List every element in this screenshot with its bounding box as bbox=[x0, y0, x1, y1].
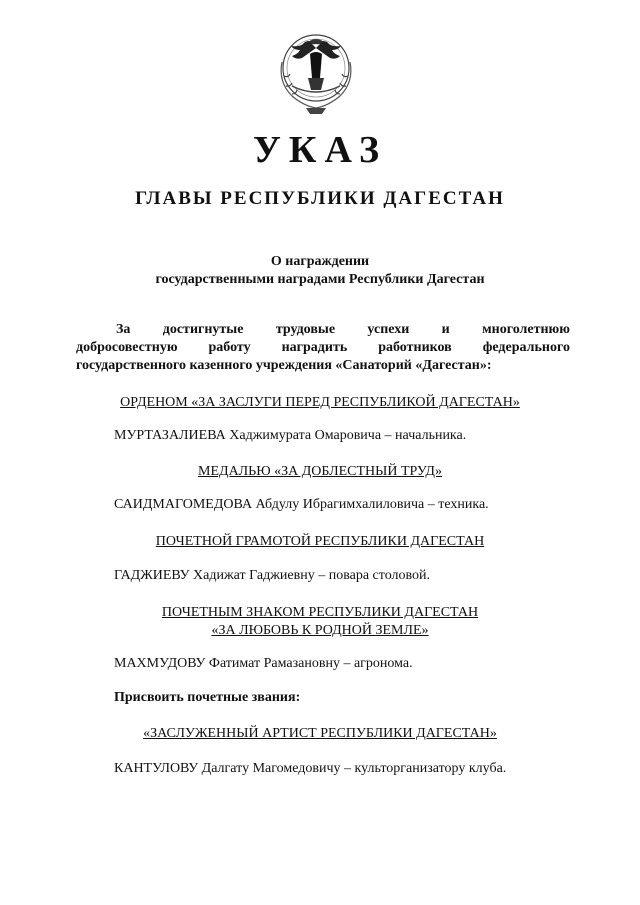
word: За bbox=[116, 322, 131, 337]
awardee: МУРТАЗАЛИЕВА Хаджимурата Омаровича – начальника. bbox=[114, 428, 467, 443]
subject-line: О награждении bbox=[270, 254, 370, 269]
award-title-certificate bbox=[0, 533, 640, 551]
award-line: ПОЧЕТНОЙ ГРАМОТОЙ РЕСПУБЛИКИ ДАГЕСТАН bbox=[155, 534, 485, 549]
award-line: «ЗА ЛЮБОВЬ К РОДНОЙ ЗЕМЛЕ» bbox=[211, 623, 429, 638]
intro-line bbox=[76, 321, 570, 339]
awardee: ГАДЖИЕВУ Хадижат Гаджиевну – повара столовой. bbox=[114, 568, 430, 583]
awardee: САИДМАГОМЕДОВА Абдулу Ибрагимхалиловича – техника. bbox=[114, 497, 489, 512]
awardee: КАНТУЛОВУ Далгату Магомедовичу – культорганизатору клуба. bbox=[114, 761, 507, 776]
intro-paragraph bbox=[76, 321, 570, 375]
award-title-order bbox=[0, 394, 640, 412]
word: работу bbox=[208, 340, 251, 355]
word: добросовестную bbox=[76, 340, 178, 355]
decree-subtitle: ГЛАВЫ РЕСПУБЛИКИ ДАГЕСТАН bbox=[135, 188, 505, 209]
intro-line: государственного казенного учреждения «Санаторий «Дагестан»: bbox=[76, 358, 492, 373]
word: успехи bbox=[367, 322, 410, 337]
dagestan-coat-of-arms-icon bbox=[270, 28, 362, 116]
award-line: ОРДЕНОМ «ЗА ЗАСЛУГИ ПЕРЕД РЕСПУБЛИКОЙ ДАГЕСТАН» bbox=[120, 395, 520, 410]
word: и bbox=[441, 322, 450, 337]
awardee: МАХМУДОВУ Фатимат Рамазановну – агронома. bbox=[114, 656, 413, 671]
honorary-titles-heading: Присвоить почетные звания: bbox=[114, 690, 301, 705]
word: многолетнюю bbox=[482, 322, 570, 337]
award-title-medal bbox=[0, 463, 640, 481]
word: работников bbox=[378, 340, 452, 355]
intro-line bbox=[76, 339, 570, 357]
award-line: ПОЧЕТНЫМ ЗНАКОМ РЕСПУБЛИКИ ДАГЕСТАН bbox=[161, 605, 479, 620]
word: трудовые bbox=[275, 322, 336, 337]
word: наградить bbox=[281, 340, 348, 355]
award-line: МЕДАЛЬЮ «ЗА ДОБЛЕСТНЫЙ ТРУД» bbox=[198, 464, 442, 479]
award-line: «ЗАСЛУЖЕННЫЙ АРТИСТ РЕСПУБЛИКИ ДАГЕСТАН» bbox=[143, 726, 497, 741]
subject-line: государственными наградами Республики Дагестан bbox=[155, 272, 485, 287]
award-title-badge bbox=[0, 604, 640, 640]
decree-subject bbox=[0, 253, 640, 289]
word: достигнутые bbox=[162, 322, 244, 337]
decree-title: УКАЗ bbox=[253, 129, 387, 171]
honorary-title bbox=[0, 725, 640, 743]
word: федерального bbox=[482, 340, 570, 355]
